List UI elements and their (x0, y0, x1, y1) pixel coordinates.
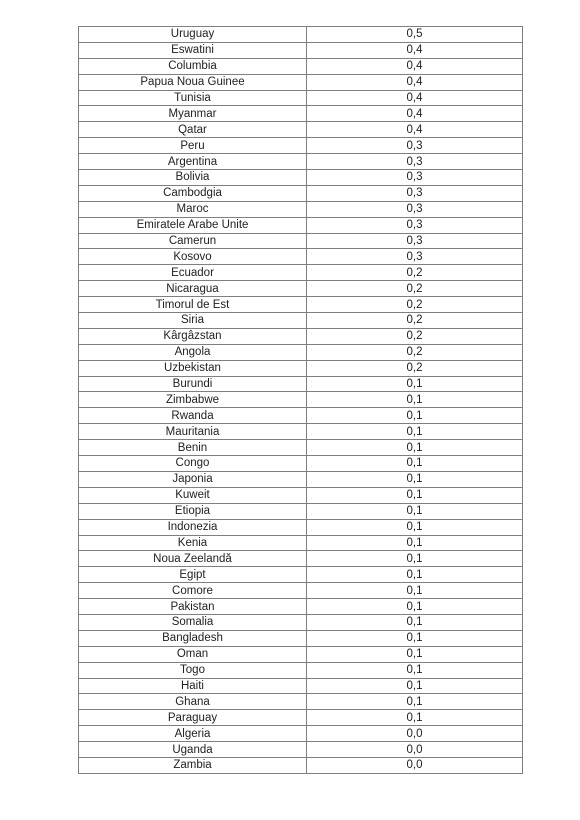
country-cell: Argentina (79, 154, 307, 170)
table-row (79, 678, 523, 694)
value-cell: 0,2 (307, 313, 523, 329)
table-row (79, 360, 523, 376)
country-cell: Ghana (79, 694, 307, 710)
country-cell: Timorul de Est (79, 297, 307, 313)
table-row (79, 122, 523, 138)
country-cell: Angola (79, 344, 307, 360)
country-cell: Paraguay (79, 710, 307, 726)
value-cell: 0,3 (307, 249, 523, 265)
country-cell: Columbia (79, 58, 307, 74)
value-cell: 0,1 (307, 503, 523, 519)
country-cell: Rwanda (79, 408, 307, 424)
country-cell: Papua Noua Guinee (79, 74, 307, 90)
value-cell: 0,3 (307, 233, 523, 249)
country-cell: Egipt (79, 567, 307, 583)
country-cell: Kosovo (79, 249, 307, 265)
country-cell: Cambodgia (79, 185, 307, 201)
value-cell: 0,1 (307, 614, 523, 630)
table-row (79, 710, 523, 726)
table-row (79, 170, 523, 186)
table-row (79, 662, 523, 678)
table-row (79, 471, 523, 487)
country-cell: Japonia (79, 471, 307, 487)
value-cell: 0,1 (307, 567, 523, 583)
table-row (79, 599, 523, 615)
table-row (79, 646, 523, 662)
value-cell: 0,2 (307, 265, 523, 281)
country-cell: Nicaragua (79, 281, 307, 297)
value-cell: 0,2 (307, 360, 523, 376)
country-cell: Siria (79, 313, 307, 329)
value-cell: 0,0 (307, 757, 523, 773)
value-cell: 0,5 (307, 27, 523, 43)
table-row (79, 249, 523, 265)
table-row (79, 694, 523, 710)
table-row (79, 408, 523, 424)
value-cell: 0,1 (307, 456, 523, 472)
country-cell: Etiopia (79, 503, 307, 519)
table-row (79, 551, 523, 567)
table-row (79, 757, 523, 773)
value-cell: 0,1 (307, 710, 523, 726)
value-cell: 0,3 (307, 154, 523, 170)
country-cell: Indonezia (79, 519, 307, 535)
value-cell: 0,3 (307, 201, 523, 217)
country-cell: Qatar (79, 122, 307, 138)
table-row (79, 106, 523, 122)
country-cell: Emiratele Arabe Unite (79, 217, 307, 233)
country-cell: Kârgâzstan (79, 328, 307, 344)
country-cell: Haiti (79, 678, 307, 694)
table-row (79, 328, 523, 344)
value-cell: 0,4 (307, 90, 523, 106)
table-row (79, 138, 523, 154)
table-body (79, 27, 523, 774)
country-cell: Uruguay (79, 27, 307, 43)
table-row (79, 201, 523, 217)
country-cell: Maroc (79, 201, 307, 217)
country-cell: Noua Zeelandă (79, 551, 307, 567)
country-cell: Somalia (79, 614, 307, 630)
table-row (79, 281, 523, 297)
country-cell: Bangladesh (79, 630, 307, 646)
country-cell: Uganda (79, 742, 307, 758)
value-cell: 0,1 (307, 440, 523, 456)
table-row (79, 233, 523, 249)
country-cell: Benin (79, 440, 307, 456)
value-cell: 0,3 (307, 217, 523, 233)
value-cell: 0,1 (307, 646, 523, 662)
country-cell: Peru (79, 138, 307, 154)
table-row (79, 265, 523, 281)
table-row (79, 217, 523, 233)
table-row (79, 154, 523, 170)
country-cell: Tunisia (79, 90, 307, 106)
value-cell: 0,0 (307, 742, 523, 758)
value-cell: 0,3 (307, 170, 523, 186)
country-cell: Kenia (79, 535, 307, 551)
value-cell: 0,1 (307, 408, 523, 424)
value-cell: 0,1 (307, 535, 523, 551)
table-row (79, 90, 523, 106)
table-row (79, 583, 523, 599)
value-cell: 0,1 (307, 630, 523, 646)
value-cell: 0,1 (307, 392, 523, 408)
table-row (79, 58, 523, 74)
table-row (79, 567, 523, 583)
table-row (79, 440, 523, 456)
value-cell: 0,2 (307, 297, 523, 313)
value-cell: 0,1 (307, 694, 523, 710)
country-cell: Camerun (79, 233, 307, 249)
value-cell: 0,1 (307, 376, 523, 392)
country-cell: Myanmar (79, 106, 307, 122)
value-cell: 0,4 (307, 74, 523, 90)
value-cell: 0,1 (307, 583, 523, 599)
table-row (79, 487, 523, 503)
country-cell: Ecuador (79, 265, 307, 281)
country-cell: Togo (79, 662, 307, 678)
country-value-table (78, 26, 523, 774)
value-cell: 0,1 (307, 519, 523, 535)
table-row (79, 535, 523, 551)
table-row (79, 630, 523, 646)
country-cell: Burundi (79, 376, 307, 392)
value-cell: 0,4 (307, 122, 523, 138)
table-row (79, 376, 523, 392)
table-row (79, 313, 523, 329)
value-cell: 0,3 (307, 185, 523, 201)
country-cell: Mauritania (79, 424, 307, 440)
country-cell: Algeria (79, 726, 307, 742)
country-cell: Zimbabwe (79, 392, 307, 408)
country-cell: Uzbekistan (79, 360, 307, 376)
value-cell: 0,2 (307, 328, 523, 344)
table-row (79, 74, 523, 90)
table-row (79, 344, 523, 360)
table-row (79, 185, 523, 201)
value-cell: 0,1 (307, 678, 523, 694)
table-row (79, 424, 523, 440)
value-cell: 0,1 (307, 599, 523, 615)
value-cell: 0,1 (307, 471, 523, 487)
value-cell: 0,2 (307, 344, 523, 360)
table-row (79, 456, 523, 472)
value-cell: 0,4 (307, 58, 523, 74)
country-cell: Comore (79, 583, 307, 599)
value-cell: 0,2 (307, 281, 523, 297)
country-cell: Kuweit (79, 487, 307, 503)
value-cell: 0,4 (307, 42, 523, 58)
table-row (79, 42, 523, 58)
value-cell: 0,3 (307, 138, 523, 154)
table-row (79, 503, 523, 519)
table-row (79, 519, 523, 535)
country-cell: Pakistan (79, 599, 307, 615)
table-row (79, 742, 523, 758)
value-cell: 0,1 (307, 424, 523, 440)
table-row (79, 392, 523, 408)
table-row (79, 614, 523, 630)
table-row (79, 27, 523, 43)
country-cell: Congo (79, 456, 307, 472)
country-cell: Zambia (79, 757, 307, 773)
value-cell: 0,4 (307, 106, 523, 122)
value-cell: 0,1 (307, 487, 523, 503)
table-row (79, 297, 523, 313)
table-row (79, 726, 523, 742)
value-cell: 0,0 (307, 726, 523, 742)
country-cell: Oman (79, 646, 307, 662)
country-cell: Bolivia (79, 170, 307, 186)
value-cell: 0,1 (307, 662, 523, 678)
country-cell: Eswatini (79, 42, 307, 58)
value-cell: 0,1 (307, 551, 523, 567)
